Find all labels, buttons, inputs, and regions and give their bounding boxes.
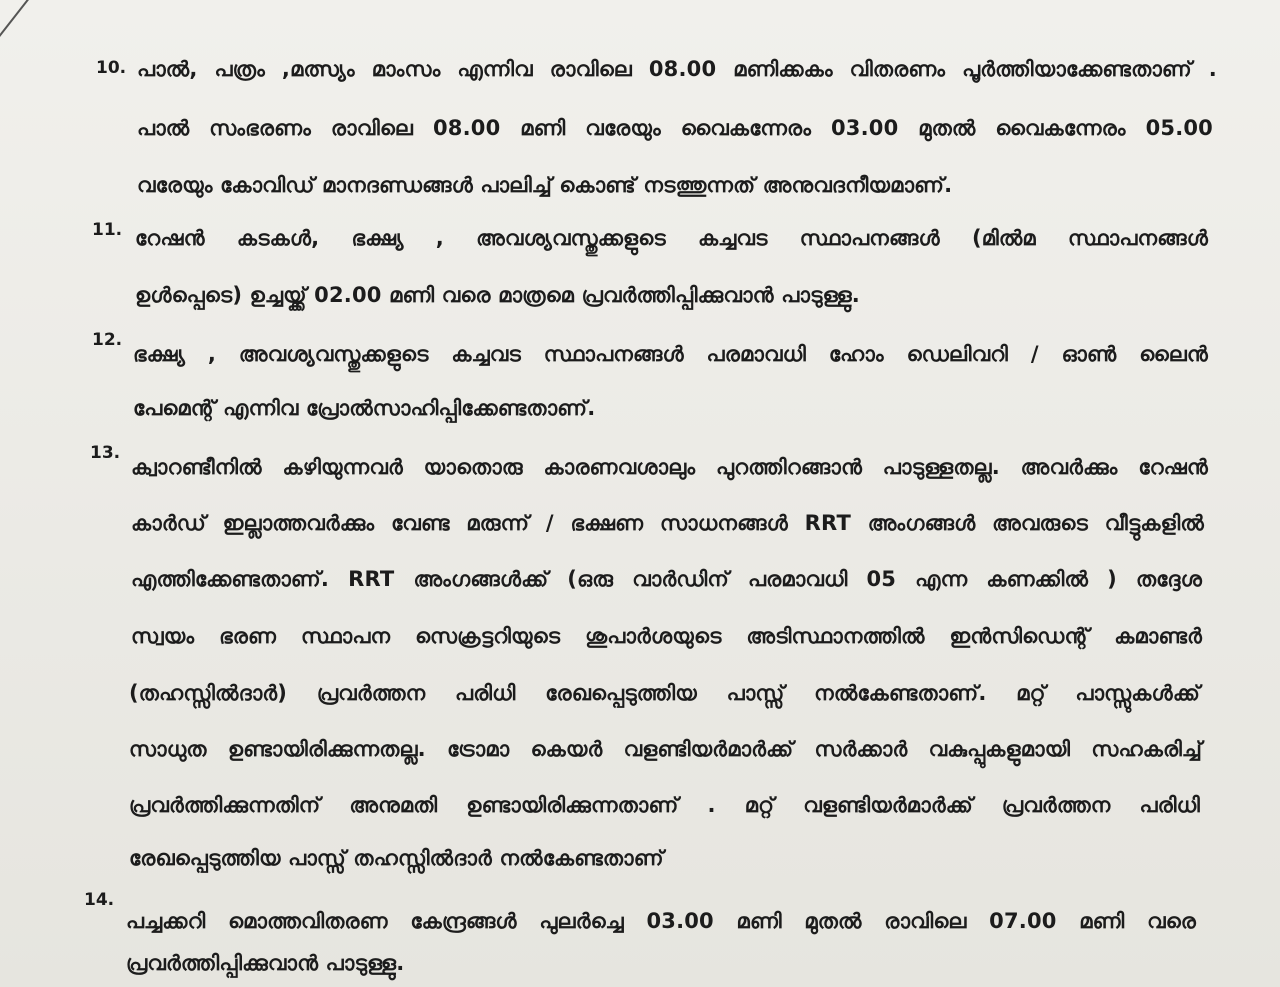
- item-10-line-2: പാൽ സംഭരണം രാവിലെ 08.00 മണി വരേയും വൈകന്നേരം 03.00 മുതൽ വൈകന്നേരം 05.00: [137, 116, 1213, 140]
- item-13-line-8: രേഖപ്പെടുത്തിയ പാസ്സ് തഹസ്സിൽദാർ നൽകേണ്ടതാണ്: [129, 846, 664, 870]
- item-number-11: 11.: [92, 220, 123, 240]
- item-13-line-6: സാധുത ഉണ്ടായിരിക്കുന്നതല്ല. ട്രോമാ കെയർ വളണ്ടിയർമാർക്ക് സർക്കാർ വകുപ്പുകളുമായി സഹകരിച്ച്: [129, 737, 1202, 761]
- item-number-13: 13.: [90, 443, 121, 463]
- item-14-line-2: പ്രവർത്തിപ്പിക്കുവാൻ പാടുള്ളു.: [126, 951, 405, 975]
- item-number-10: 10.: [96, 58, 127, 78]
- item-number-12: 12.: [92, 330, 123, 350]
- item-11-line-2: ഉൾപ്പെടെ) ഉച്ചയ്ക്ക് 02.00 മണി വരെ മാത്രമെ പ്രവർത്തിപ്പിക്കുവാൻ പാടുള്ളു.: [135, 283, 860, 307]
- paper-fold-line: [0, 0, 79, 62]
- item-12-line-1: ഭക്ഷ്യ , അവശ്യവസ്തുക്കളുടെ കച്ചവട സ്ഥാപനങ്ങൾ പരമാവധി ഹോം ഡെലിവറി / ഓൺ ലൈൻ: [133, 342, 1208, 366]
- item-13-line-3: എത്തിക്കേണ്ടതാണ്. RRT അംഗങ്ങൾക്ക് (ഒരു വാർഡിന് പരമാവധി 05 എന്ന കണക്കിൽ ) തദ്ദേശ: [131, 567, 1202, 591]
- item-11-line-1: റേഷൻ കടകൾ, ഭക്ഷ്യ , അവശ്യവസ്തുക്കളുടെ കച്ചവട സ്ഥാപനങ്ങൾ (മിൽമ സ്ഥാപനങ്ങൾ: [135, 226, 1208, 250]
- item-13-line-4: സ്വയം ഭരണ സ്ഥാപന സെക്രട്ടറിയുടെ ശുപാർശയുടെ അടിസ്ഥാനത്തിൽ ഇൻസിഡെന്റ് കമാണ്ടർ: [131, 624, 1202, 648]
- item-number-14: 14.: [84, 890, 115, 910]
- item-14-line-1: പച്ചക്കറി മൊത്തവിതരണ കേന്ദ്രങ്ങൾ പുലർച്ചെ 03.00 മണി മുതൽ രാവിലെ 07.00 മണി വരെ: [126, 909, 1196, 933]
- item-12-line-2: പേമെന്റ് എന്നിവ പ്രോൽസാഹിപ്പിക്കേണ്ടതാണ്.: [133, 396, 596, 420]
- item-13-line-7: പ്രവർത്തിക്കുന്നതിന് അനുമതി ഉണ്ടായിരിക്കുന്നതാണ് . മറ്റ് വളണ്ടിയർമാർക്ക് പ്രവർത്തന പരിധി: [129, 793, 1200, 817]
- item-10-line-3: വരേയും കോവിഡ് മാനദണ്ഡങ്ങൾ പാലിച്ച് കൊണ്ട് നടത്തുന്നത് അനുവദനീയമാണ്.: [137, 173, 953, 197]
- item-13-line-2: കാർഡ് ഇല്ലാത്തവർക്കും വേണ്ട മരുന്ന് / ഭക്ഷണ സാധനങ്ങൾ RRT അംഗങ്ങൾ അവരുടെ വീട്ടുകളിൽ: [131, 511, 1204, 535]
- item-13-line-1: ക്വാറണ്ടീനിൽ കഴിയുന്നവർ യാതൊരു കാരണവശാലും പുറത്തിറങ്ങാൻ പാടുള്ളതല്ല. അവർക്കും റേഷൻ: [131, 455, 1208, 479]
- item-10-line-1: പാൽ, പത്രം ,മത്സ്യം മാംസം എന്നിവ രാവിലെ 08.00 മണിക്കകം വിതരണം പൂർത്തിയാക്കേണ്ടതാണ് .: [137, 57, 1217, 81]
- item-13-line-5: (തഹസ്സിൽദാർ) പ്രവർത്തന പരിധി രേഖപ്പെടുത്തിയ പാസ്സ് നൽകേണ്ടതാണ്. മറ്റ് പാസ്സുകൾക്ക്: [129, 681, 1200, 705]
